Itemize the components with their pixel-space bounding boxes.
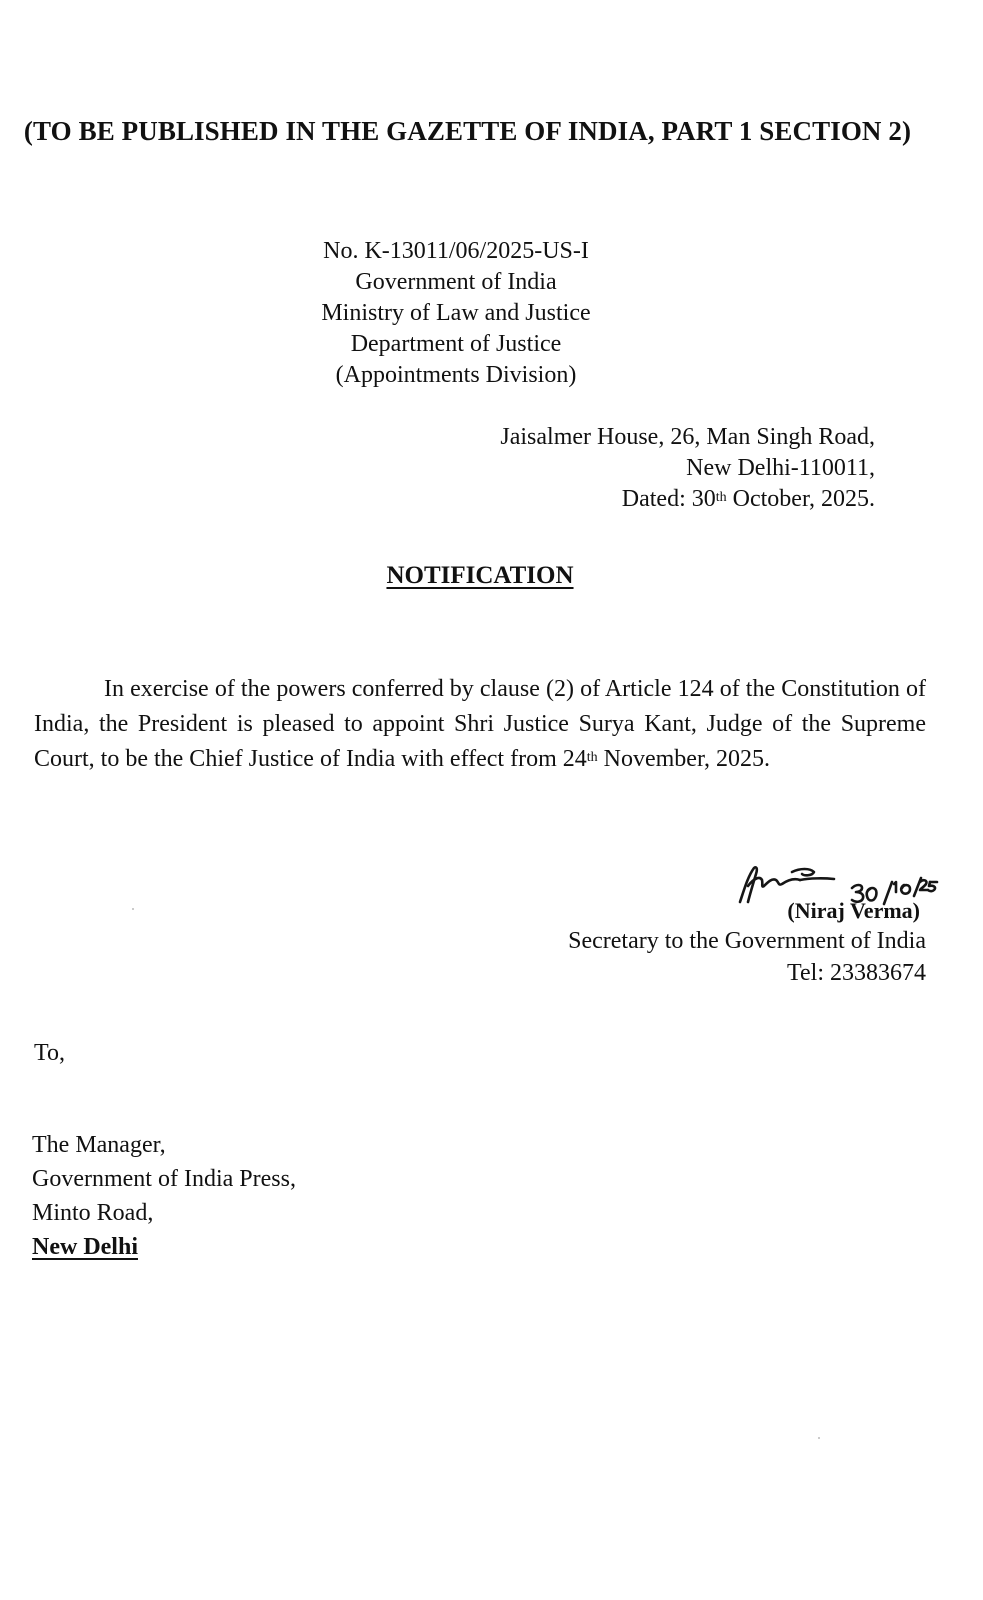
division-name: (Appointments Division) bbox=[335, 362, 577, 388]
signatory-designation: Secretary to the Government of India bbox=[568, 928, 926, 954]
signatory-name: (Niraj Verma) bbox=[787, 898, 920, 923]
address-line-2: New Delhi-110011, bbox=[686, 455, 875, 481]
notification-title-text: NOTIFICATION bbox=[386, 562, 574, 589]
recipient-city: New Delhi bbox=[32, 1234, 138, 1260]
notification-body bbox=[34, 672, 926, 777]
notification-body-part2: November, 2025. bbox=[597, 746, 770, 772]
gazette-publication-header: (TO BE PUBLISHED IN THE GAZETTE OF INDIA, PART 1 SECTION 2) bbox=[23, 116, 912, 146]
recipient-line-2: Government of India Press, bbox=[32, 1166, 296, 1192]
paper-speck bbox=[818, 1437, 820, 1439]
department-name: Department of Justice bbox=[350, 331, 562, 357]
to-label: To, bbox=[34, 1040, 65, 1066]
ministry-name: Ministry of Law and Justice bbox=[321, 300, 591, 326]
signatory-telephone: Tel: 23383674 bbox=[787, 960, 926, 986]
notification-title bbox=[0, 562, 960, 590]
recipient-block bbox=[32, 1128, 296, 1264]
file-number: No. K-13011/06/2025-US-I bbox=[323, 238, 589, 264]
date-ordinal: th bbox=[715, 490, 727, 505]
date-line bbox=[500, 484, 875, 515]
date-prefix: Dated: 30 bbox=[621, 486, 716, 512]
reference-block bbox=[256, 236, 656, 391]
date-suffix: October, 2025. bbox=[726, 486, 875, 512]
notification-body-part1: In exercise of the powers conferred by clause (2) of Article 124 of the Constitution of India, the President is pleased to appoint Shri Justice Surya Kant, Judge of the Supreme Court, to be the Chief Justice of India with effect from 24 bbox=[34, 676, 926, 772]
notification-body-ordinal: th bbox=[586, 750, 598, 765]
address-line-1: Jaisalmer House, 26, Man Singh Road, bbox=[500, 424, 875, 450]
government-name: Government of India bbox=[355, 269, 557, 295]
signature-block bbox=[506, 858, 926, 998]
recipient-line-1: The Manager, bbox=[32, 1132, 166, 1158]
recipient-line-3: Minto Road, bbox=[32, 1200, 154, 1226]
address-block bbox=[500, 422, 875, 515]
paper-speck bbox=[132, 908, 134, 910]
